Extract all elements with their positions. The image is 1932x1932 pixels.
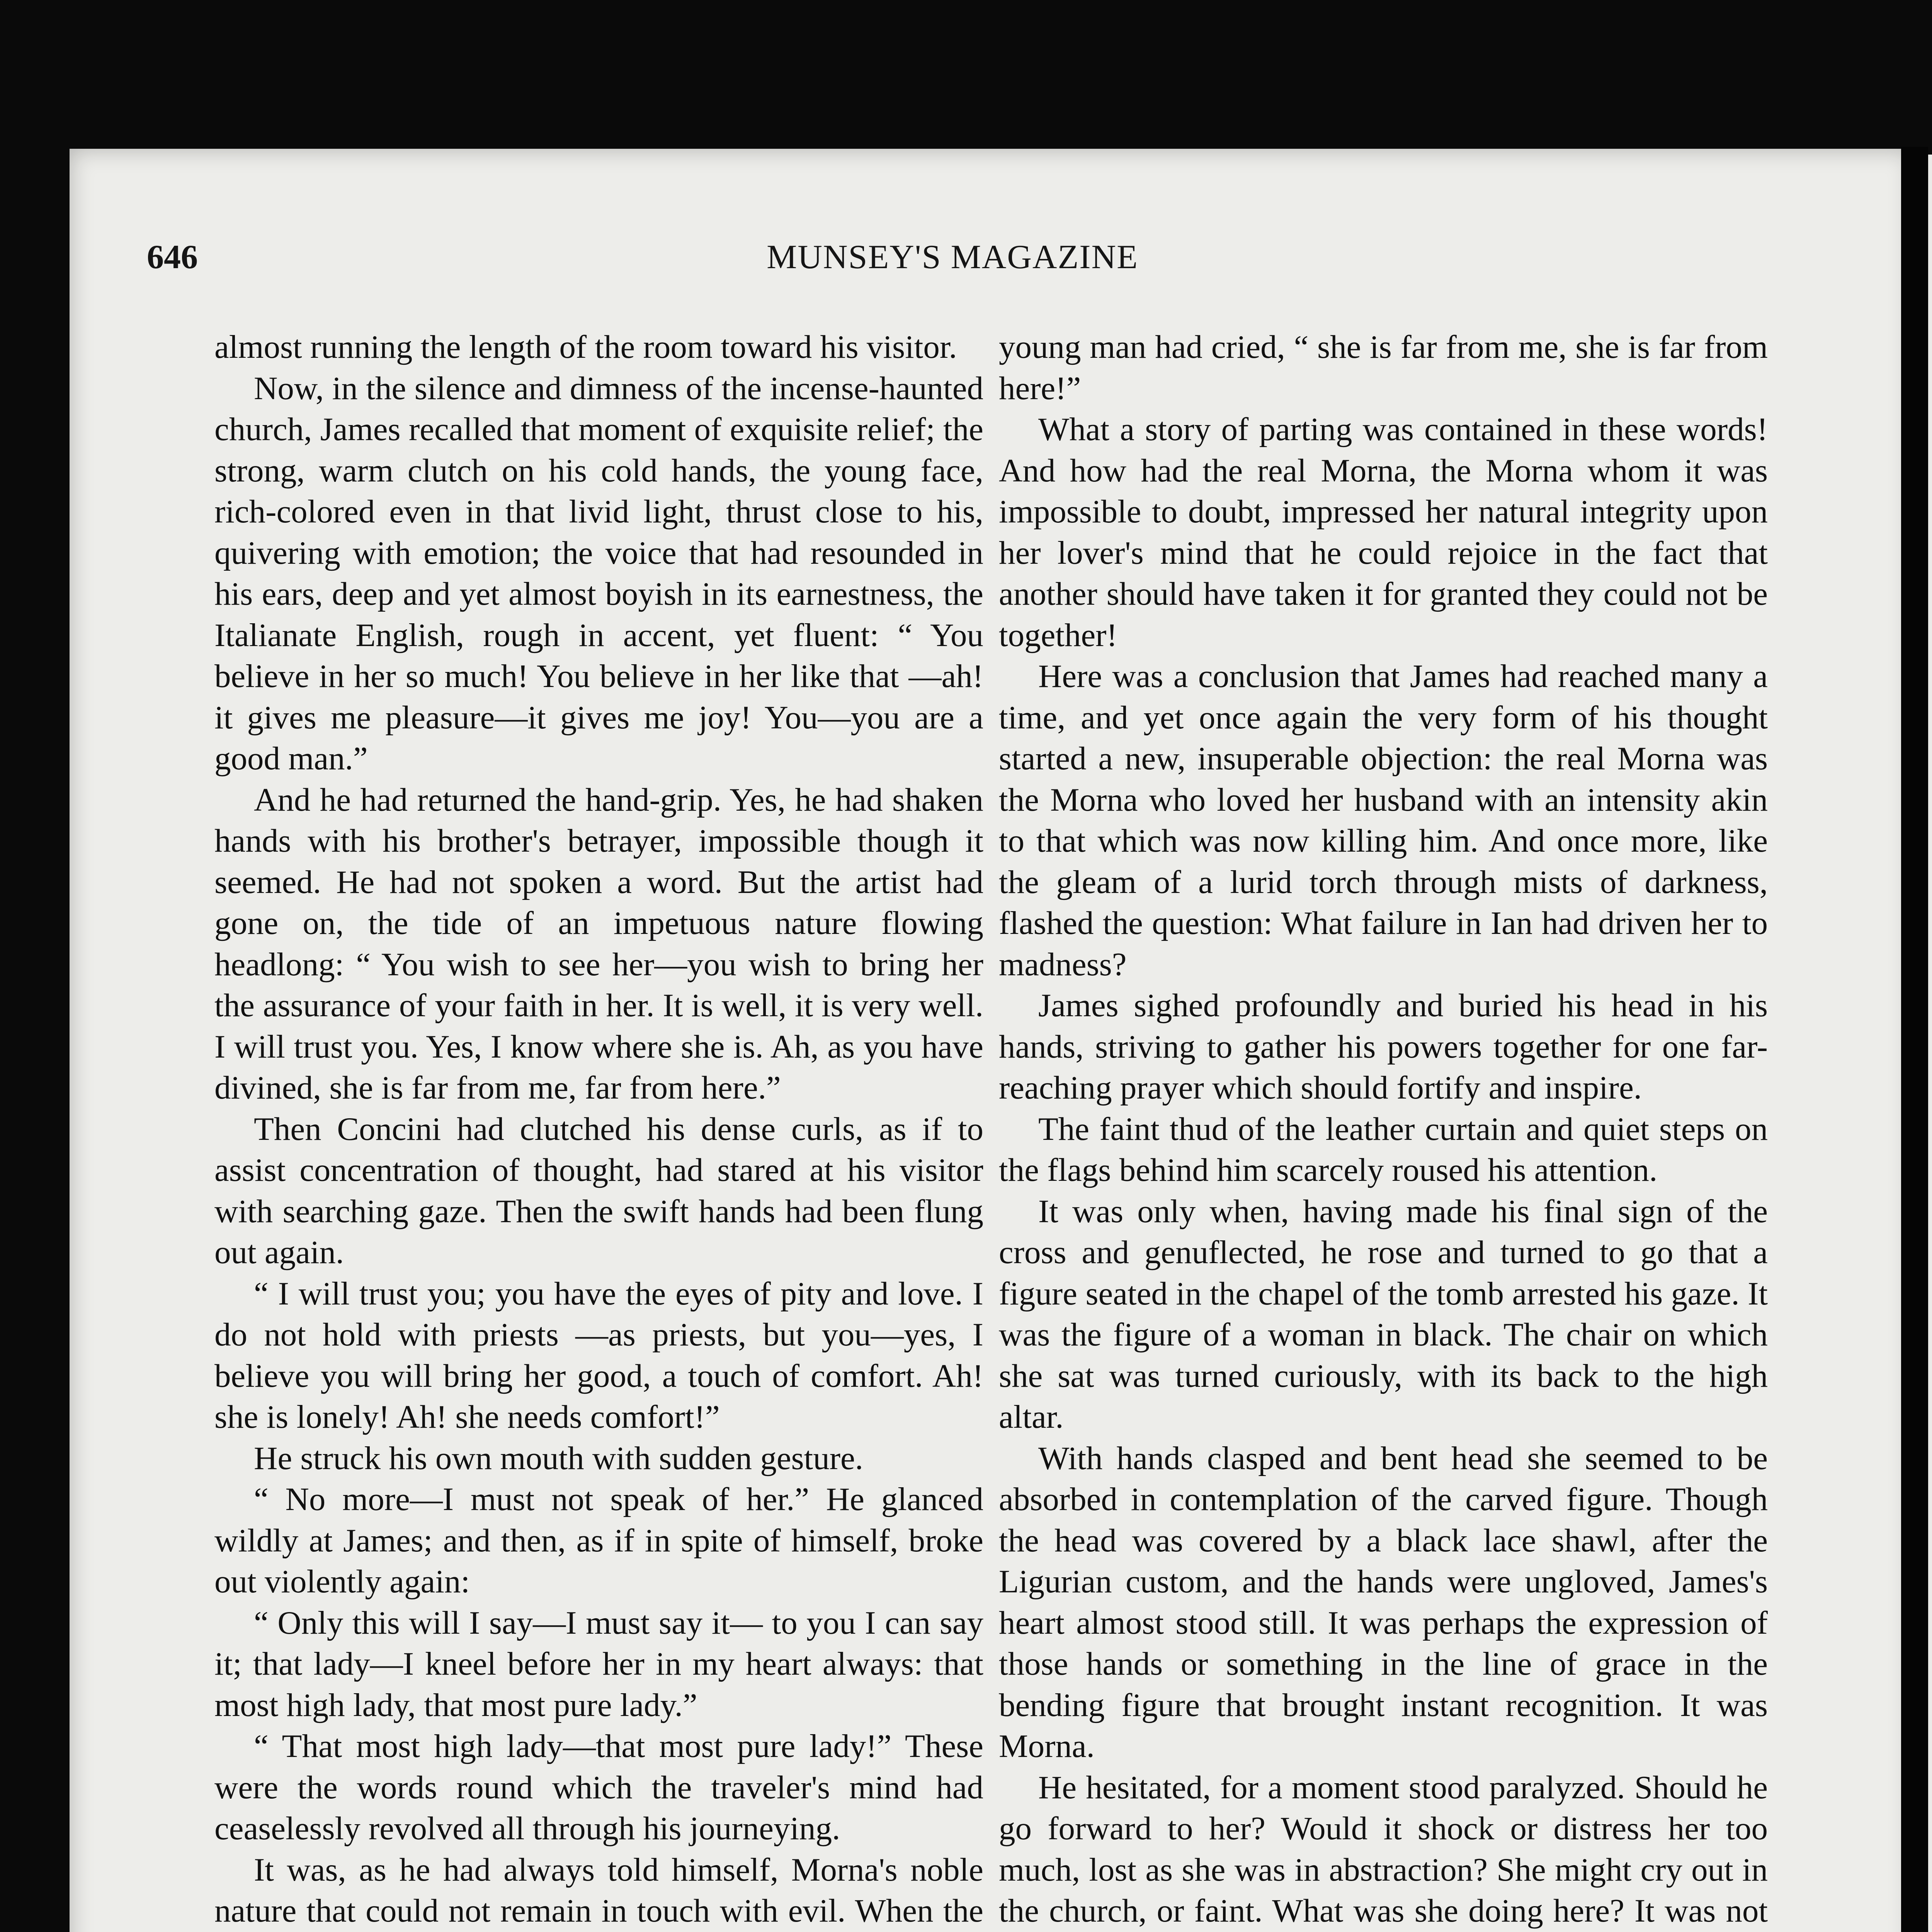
paragraph: Here was a conclusion that James had reached many a time, and yet once again the very form of his thought started a new, insuperable objection: the real Morna was the Morna who loved her husband with an intensity akin to that which was now killing him. And once more, like the gleam of a lurid torch through mists of darkness, flashed the question: What failure in Ian had driven her to madness? — [999, 658, 1768, 983]
paragraph: And he had returned the hand-grip. Yes, he had shaken hands with his brother's betrayer, impossible though it seemed. He had not spoken a word. But the artist had gone on, the tide of an impetuous nature flowing headlong: “ You wish to see her—you wish to bring her the assurance of your faith in her. It is well, it is very well. I will trust you. Yes, I know where she is. Ah, as you have divined, she is far from me, far from here.” — [214, 781, 983, 1106]
paragraph: “ No more—I must not speak of her.” He glanced wildly at James; and then, as if in spite of himself, broke out violently again: — [214, 1481, 983, 1600]
paragraph: With hands clasped and bent head she seemed to be absorbed in contemplation of the carved figure. Though the head was covered by a black lace shawl, after the Ligurian custom, and the hands were ungloved, James's heart almost stood still. It was perhaps the expression of those hands or something in the line of grace in the bending figure that brought instant recognition. It was Morna. — [999, 1440, 1768, 1764]
book-spine-shadow — [1901, 147, 1928, 1932]
paragraph: “ That most high lady—that most pure lady!” These were the words round which the traveler's mind had ceaselessly revolved all through his journeying. — [214, 1728, 983, 1847]
magazine-title: MUNSEY'S MAGAZINE — [767, 238, 1138, 276]
running-header — [147, 238, 1758, 288]
paragraph: James sighed profoundly and buried his head in his hands, striving to gather his powers together for one far-reaching prayer which should fortify and inspire. — [999, 987, 1768, 1106]
paragraph: He hesitated, for a moment stood paralyzed. Should he go forward to her? Would it shock or distress her too much, lost as she was in abstraction? She might cry out in the church, or faint. What was she doing here? It was not — [999, 1769, 1768, 1929]
paragraph: It was, as he had always told himself, Morna's noble nature that could not remain in touch with evil. When the — [214, 1851, 983, 1929]
paragraph: almost running the length of the room toward his visitor. — [214, 329, 957, 365]
paragraph: “ Only this will I say—I must say it— to you I can say it; that lady—I kneel before her in my heart always: that most high lady, that most pure lady.” — [214, 1604, 983, 1723]
paragraph: The faint thud of the leather curtain and quiet steps on the flags behind him scarcely roused his attention. — [999, 1111, 1768, 1188]
page-number: 646 — [147, 238, 198, 276]
left-text-column — [214, 327, 983, 1932]
paragraph: Then Concini had clutched his dense curls, as if to assist concentration of thought, had stared at his visitor with searching gaze. Then the swift hands had been flung out again. — [214, 1111, 983, 1270]
paragraph: What a story of parting was contained in these words! And how had the real Morna, the Morna whom it was impossible to doubt, impressed her natural integrity upon her lover's mind that he could rejoice in the fact that another should have taken it for granted they could not be together! — [999, 411, 1768, 653]
paragraph: young man had cried, “ she is far from me, she is far from here!” — [999, 329, 1768, 406]
paragraph: It was only when, having made his final sign of the cross and genuflected, he rose and turned to go that a figure seated in the chapel of the tomb arrested his gaze. It was the figure of a woman in black. The chair on which she sat was turned curiously, with its back to the high altar. — [999, 1193, 1768, 1435]
adjacent-page-edge — [1928, 155, 1932, 1932]
paragraph: “ I will trust you; you have the eyes of pity and love. I do not hold with priests —as priests, but you—yes, I believe you will bring her good, a touch of comfort. Ah! she is lonely! Ah! she needs comfort!” — [214, 1275, 983, 1435]
paragraph: He struck his own mouth with sudden gesture. — [254, 1440, 864, 1476]
right-text-column — [999, 327, 1768, 1932]
paragraph: Now, in the silence and dimness of the incense-haunted church, James recalled that moment of exquisite relief; the strong, warm clutch on his cold hands, the young face, rich-colored even in that livid light, thrust close to his, quivering with emotion; the voice that had resounded in his ears, deep and yet almost boyish in its earnestness, the Italianate English, rough in accent, yet fluent: “ You believe in her so much! You believe in her like that —ah! it gives me pleasure—it gives me joy! You—you are a good man.” — [214, 370, 983, 777]
